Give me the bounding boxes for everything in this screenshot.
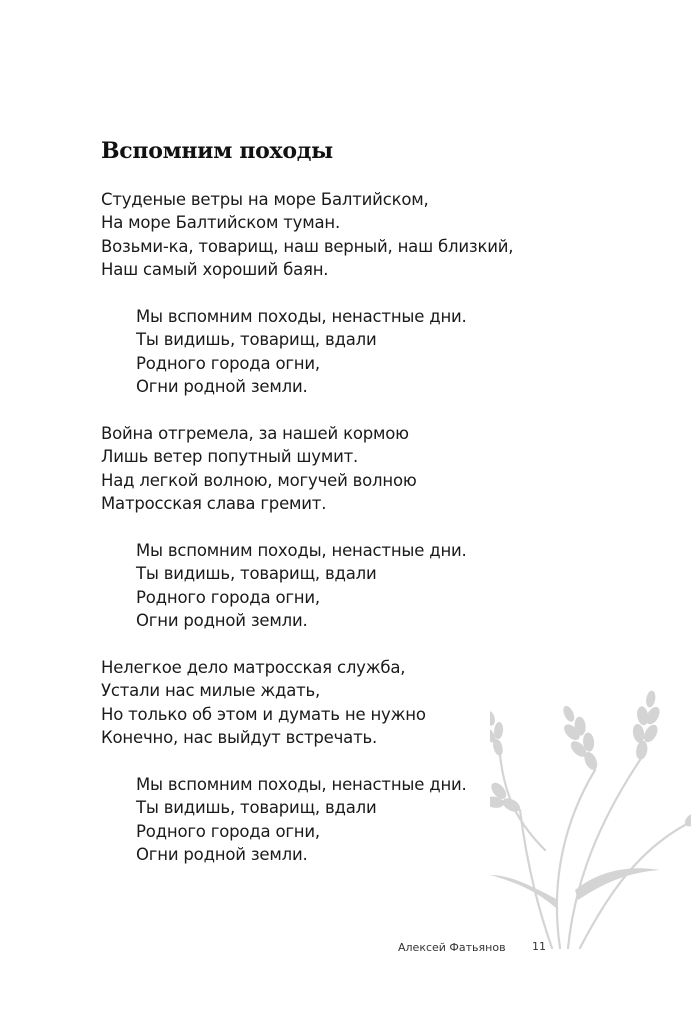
poem-line: Огни родной земли.	[136, 376, 308, 396]
poem-line: Мы вспомним походы, ненастные дни.	[136, 775, 467, 794]
poem-line: Родного города огни,	[136, 353, 320, 373]
poem-line: Мы вспомним походы, ненастные дни.	[136, 541, 467, 560]
chorus-stanza-3	[136, 773, 467, 866]
verse-stanza-2	[101, 422, 417, 515]
page-title: Вспомним походы	[101, 138, 333, 164]
verse-stanza-3	[101, 656, 426, 749]
poem-line: Ты видишь, товарищ, вдали	[136, 798, 377, 818]
page-number: 11	[532, 940, 546, 953]
poem-line: Мы вспомним походы, ненастные дни.	[136, 307, 467, 326]
poem-line: Ты видишь, товарищ, вдали	[136, 564, 377, 584]
poem-line: Война отгремела, за нашей кормою	[101, 424, 409, 443]
poem-line: Возьми-ка, товарищ, наш верный, наш близкий,	[101, 236, 514, 256]
poem-line: Матросская слава гремит.	[101, 493, 327, 513]
poem-line: Устали нас милые ждать,	[101, 681, 321, 701]
poem-line: Но только об этом и думать не нужно	[101, 704, 426, 724]
poem-line: Родного города огни,	[136, 821, 320, 841]
poem-line: Ты видишь, товарищ, вдали	[136, 330, 377, 350]
poem-line: Нелегкое дело матросская служба,	[101, 658, 406, 677]
poem-line: Огни родной земли.	[136, 610, 308, 630]
chorus-stanza-1	[136, 305, 467, 398]
poem-line: На море Балтийском туман.	[101, 213, 341, 233]
poem-line: Родного города огни,	[136, 587, 320, 607]
poem-line: Над легкой волною, могучей волною	[101, 470, 417, 490]
wheat-ears-icon	[490, 650, 691, 950]
poem-line: Наш самый хороший баян.	[101, 259, 329, 279]
poem-line: Конечно, нас выйдут встречать.	[101, 727, 378, 747]
poem-line: Огни родной земли.	[136, 844, 308, 864]
poem-line: Лишь ветер попутный шумит.	[101, 447, 359, 467]
footer-author: Алексей Фатьянов	[398, 941, 506, 954]
poem-line: Студеные ветры на море Балтийском,	[101, 190, 429, 209]
verse-stanza-1	[101, 188, 513, 281]
chorus-stanza-2	[136, 539, 467, 632]
